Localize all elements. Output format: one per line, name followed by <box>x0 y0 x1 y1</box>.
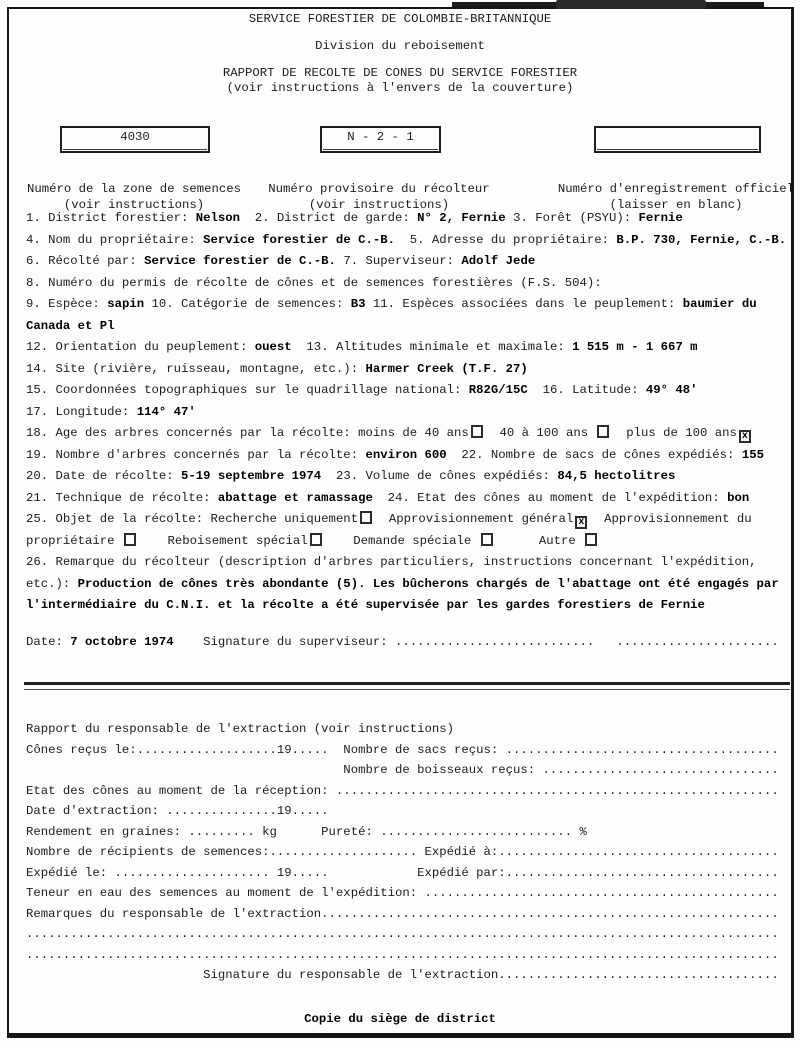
form-line <box>26 380 790 402</box>
field-label: 3. Forêt (PSYU): <box>505 211 639 225</box>
field-value: Fernie <box>638 211 683 225</box>
report-title: RAPPORT DE RECOLTE DE CONES DU SERVICE FORESTIER <box>222 66 578 80</box>
field-label: Cônes reçus le:...................19..... Nombre de sacs reçus: ..................................... <box>26 742 779 757</box>
field-label: 40 à 100 ans <box>484 426 596 440</box>
temporary-collector-number-value: N - 2 - 1 <box>347 130 414 144</box>
field-label: Rendement en graines: ......... kg Pureté: .......................... % <box>26 824 587 839</box>
form-line <box>26 316 790 338</box>
field-value: R82G/15C <box>468 383 528 397</box>
division-subtitle: Division du reboisement <box>315 39 485 53</box>
field-label: 1. District forestier: <box>26 211 196 225</box>
form-line <box>26 632 790 654</box>
field-label: 14. Site (rivière, ruisseau, montagne, etc.): <box>26 361 366 376</box>
field-label: 22. Nombre de sacs de cônes expédiés: <box>446 447 742 462</box>
org-title: SERVICE FORESTIER DE COLOMBIE-BRITANNIQUE <box>248 12 552 26</box>
field-value: environ 600 <box>365 447 447 462</box>
form-line <box>26 945 790 966</box>
field-label: 13. Altitudes minimale et maximale: <box>291 340 573 354</box>
field-label: 11. Espèces associées dans le peuplement: <box>365 297 683 311</box>
field-value: Production de cônes très abondante (5). Les bûcherons chargés de l'abattage ont été engagés par <box>77 576 779 591</box>
checkbox-recherche-uniquement[interactable] <box>360 511 372 524</box>
form-line <box>26 423 790 445</box>
form-line <box>26 924 790 945</box>
field-value: bon <box>727 490 750 505</box>
form-line <box>26 251 790 273</box>
checkbox-reboisement-special[interactable] <box>310 533 322 546</box>
field-value: 1 515 m - 1 667 m <box>572 340 698 354</box>
seed-zone-number-value: 4030 <box>120 130 150 144</box>
field-label: 18. Age des arbres concernés par la récolte: moins de 40 ans <box>26 426 469 440</box>
temporary-collector-number-field[interactable] <box>320 126 441 153</box>
field-label: 8. Numéro du permis de récolte de cônes et de semences forestières (F.S. 504): <box>26 275 602 290</box>
field-label: Approvisionnement général <box>374 512 574 526</box>
field-value: Canada et Pl <box>26 318 115 333</box>
field-label: ...................................................................................................... <box>26 947 779 962</box>
field-label: 5. Adresse du propriétaire: <box>394 232 617 247</box>
official-registration-caption: Numéro d'enregistrement officiel (laisser en blanc) <box>557 182 795 212</box>
seed-zone-number-field[interactable] <box>60 126 210 153</box>
field-label: ...................................................................................................... <box>26 927 779 941</box>
field-label: 7. Superviseur: <box>335 254 462 268</box>
form-line <box>26 230 790 252</box>
field-label: 9. Espèce: <box>26 297 108 311</box>
form-line <box>26 781 790 802</box>
field-label: Nombre de boisseaux reçus: ................................ <box>26 763 779 777</box>
form-line <box>26 445 790 467</box>
form-line <box>26 740 790 761</box>
field-label: propriétaire <box>26 533 122 548</box>
field-value: abattage et ramassage <box>217 490 373 505</box>
field-value: B3 <box>350 297 366 311</box>
field-label: 19. Nombre d'arbres concernés par la récolte: <box>26 447 366 462</box>
field-value: l'intermédiaire du C.N.I. et la récolte a été supervisée par les gardes forestiers de Fernie <box>26 598 705 612</box>
field-label: plus de 100 ans <box>611 426 737 440</box>
field-value: 5-19 septembre 1974 <box>180 469 322 483</box>
section-divider <box>24 682 790 690</box>
official-registration-number-field[interactable] <box>594 126 761 153</box>
form-line <box>26 337 790 359</box>
form-line <box>26 883 790 904</box>
field-label: Rapport du responsable de l'extraction (voir instructions) <box>26 722 455 736</box>
field-label: 15. Coordonnées topographiques sur le quadrillage national: <box>26 383 469 397</box>
extraction-report-section <box>26 719 790 986</box>
field-value: 7 octobre 1974 <box>70 635 174 649</box>
form-line <box>26 552 790 574</box>
field-label: 16. Latitude: <box>527 383 646 397</box>
field-value: Harmer Creek (T.F. 27) <box>365 361 528 376</box>
form-line <box>26 842 790 863</box>
field-label: Signature du superviseur: ........................... ...................... <box>173 635 779 649</box>
form-line <box>26 402 790 424</box>
form-line <box>26 466 790 488</box>
form-line <box>26 488 790 510</box>
field-label: 6. Récolté par: <box>26 254 145 268</box>
checkbox-moins-de-40-ans[interactable] <box>471 425 483 438</box>
field-label: 10. Catégorie de semences: <box>144 297 351 311</box>
field-label: 20. Date de récolte: <box>26 469 181 483</box>
checkbox-approvisionnement-du-proprietaire[interactable] <box>124 533 136 546</box>
field-value: baumier du <box>682 297 757 311</box>
checkbox-autre[interactable] <box>585 533 597 546</box>
field-value: Nelson <box>195 211 241 225</box>
form-line <box>26 208 790 230</box>
form-line <box>26 863 790 884</box>
field-label: Signature du responsable de l'extraction...................................... <box>26 968 779 982</box>
form-line <box>26 760 790 781</box>
form-line <box>26 595 790 617</box>
report-subtitle: (voir instructions à l'envers de la couverture) <box>226 81 574 95</box>
field-label: Etat des cônes au moment de la réception: ............................................................ <box>26 783 779 798</box>
form-line <box>26 273 790 295</box>
checkbox-approvisionnement-general[interactable]: x <box>575 516 587 529</box>
field-label: 23. Volume de cônes expédiés: <box>321 469 558 483</box>
scan-artifact <box>556 0 706 9</box>
form-line <box>26 719 790 740</box>
field-label: 17. Longitude: <box>26 404 137 419</box>
form-line <box>26 801 790 822</box>
field-label: Date: <box>26 635 71 649</box>
temporary-collector-caption: Numéro provisoire du récolteur (voir instructions) <box>268 182 490 212</box>
field-label: Teneur en eau des semences au moment de l'expédition: ................................................ <box>26 886 779 900</box>
field-value: ouest <box>254 340 292 354</box>
field-label: Nombre de récipients de semences:.................... Expédié à:...................................... <box>26 845 779 859</box>
field-label: etc.): <box>26 576 78 591</box>
field-label: Autre <box>494 533 584 548</box>
field-label: 24. Etat des cônes au moment de l'expédition: <box>372 490 728 505</box>
field-label: 25. Objet de la récolte: Recherche uniquement <box>26 512 359 526</box>
field-label: Date d'extraction: ...............19..... <box>26 804 329 818</box>
field-label: Expédié le: ..................... 19..... Expédié par:..................................... <box>26 865 779 880</box>
seed-zone-caption: Numéro de la zone de semences (voir instructions) <box>26 182 241 212</box>
form-line <box>26 294 790 316</box>
field-label: Reboisement spécial <box>137 533 308 548</box>
form-line <box>26 509 790 531</box>
form-line <box>26 359 790 381</box>
field-label: 4. Nom du propriétaire: <box>26 232 204 247</box>
checkbox-plus-de-100-ans[interactable]: x <box>739 430 751 443</box>
field-value: Adolf Jede <box>461 254 536 268</box>
collector-report-section <box>26 208 790 617</box>
form-line <box>26 904 790 925</box>
field-value: N° 2, Fernie <box>417 211 506 225</box>
field-label: Approvisionnement du <box>589 512 752 526</box>
field-label: Demande spéciale <box>323 533 479 548</box>
field-value: Service forestier de C.-B. <box>144 254 336 268</box>
checkbox-40-a-100-ans[interactable] <box>597 425 609 438</box>
field-value: 155 <box>741 447 764 462</box>
field-label: 21. Technique de récolte: <box>26 490 218 505</box>
form-line <box>26 574 790 596</box>
field-label: 2. District de garde: <box>240 211 418 225</box>
form-line <box>26 531 790 553</box>
field-value: 84,5 hectolitres <box>557 469 676 483</box>
field-value: 114° 47' <box>136 404 196 419</box>
field-label: Remarques du responsable de l'extraction.............................................................. <box>26 906 779 921</box>
field-label: 12. Orientation du peuplement: <box>26 340 255 354</box>
field-value: B.P. 730, Fernie, C.-B. <box>616 232 787 247</box>
field-value: 49° 48' <box>645 383 698 397</box>
copy-designation: Copie du siège de district <box>304 1012 496 1026</box>
form-line <box>26 965 790 986</box>
field-value: Service forestier de C.-B. <box>203 232 395 247</box>
field-value: sapin <box>107 297 145 311</box>
checkbox-demande-speciale[interactable] <box>481 533 493 546</box>
form-line <box>26 822 790 843</box>
date-signature-line <box>26 632 790 654</box>
field-label: 26. Remarque du récolteur (description d'arbres particuliers, instructions concernant l'expédition, <box>26 555 757 569</box>
